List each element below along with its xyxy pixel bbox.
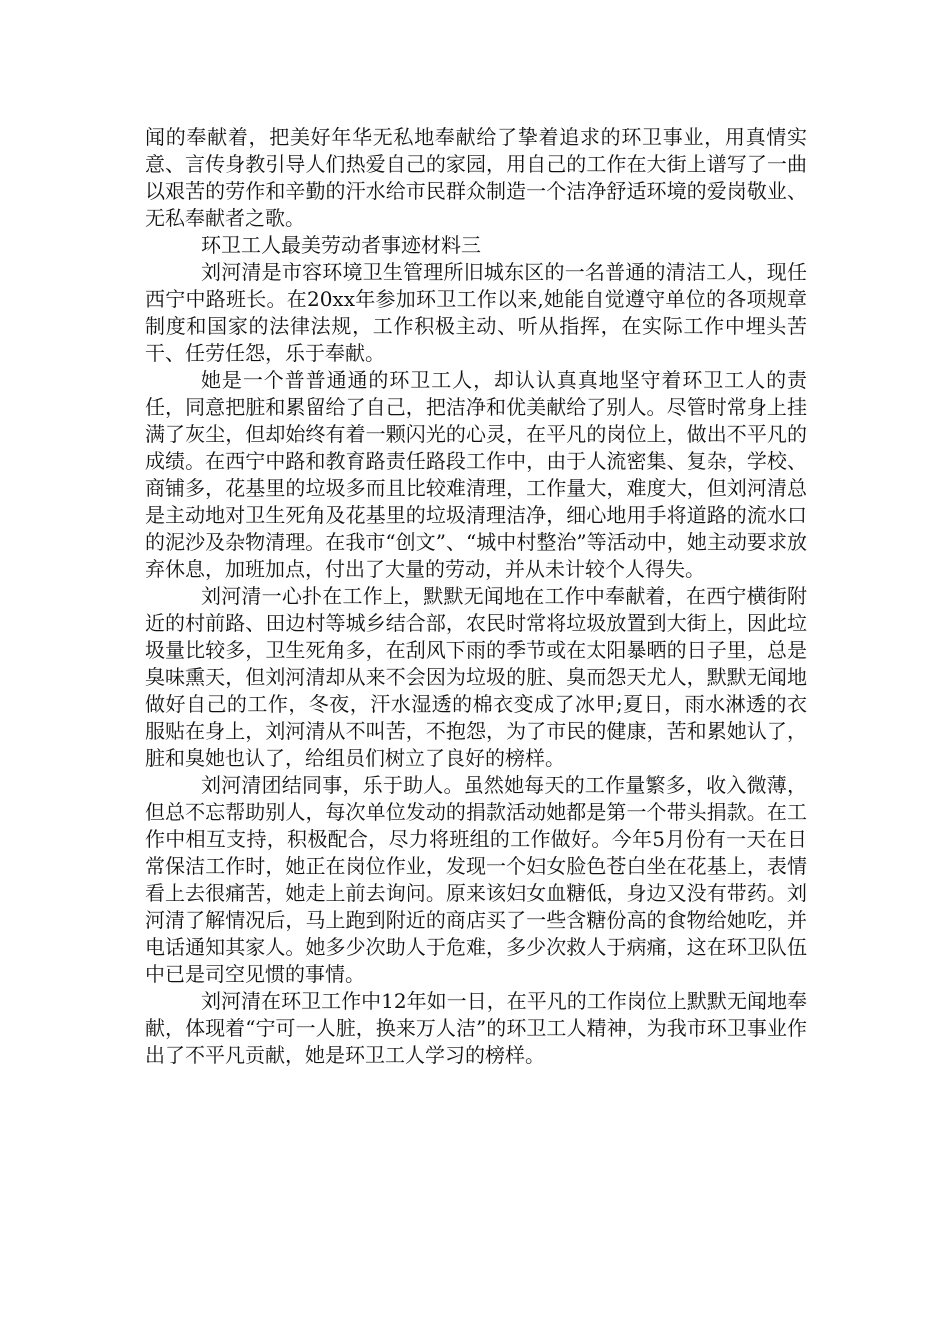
section-heading: 环卫工人最美劳动者事迹材料三 bbox=[201, 233, 481, 257]
paragraph-continuation: 闻的奉献着，把美好年华无私地奉献给了挚着追求的环卫事业，用真情实意、言传身教引导人们热爱自己的家园，用自己的工作在大街上谱写了一曲以艰苦的劳作和辛勤的汗水给市民群众制造一个洁净舒适环境的爱岗敬业、无私奉献者之歌。 bbox=[145, 125, 807, 230]
paragraph-dedication: 刘河清一心扑在工作上，默默无闻地在工作中奉献着，在西宁横街附近的村前路、田边村等城乡结合部，农民时常将垃圾放置到大街上，因此垃圾量比较多，卫生死角多，在刮风下雨的季节或在太阳暴晒的日子里，总是臭味熏天，但刘河清却从来不会因为垃圾的脏、臭而怨天尤人，默默无闻地做好自己的工作，冬夜，汗水湿透的棉衣变成了冰甲;夏日，雨水淋透的衣服贴在身上，刘河清从不叫苦，不抱怨，为了市民的健康，苦和累她认了，脏和臭她也认了，给组员们树立了良好的榜样。 bbox=[145, 584, 807, 770]
document-body bbox=[145, 124, 807, 1069]
paragraph-intro: 刘河清是市容环境卫生管理所旧城东区的一名普通的清洁工人，现任西宁中路班长。在20xx年参加环卫工作以来,她能自觉遵守单位的各项规章制度和国家的法律法规，工作积极主动、听从指挥，在实际工作中埋头苦干、任劳任怨，乐于奉献。 bbox=[145, 260, 807, 365]
paragraph-conclusion: 刘河清在环卫工作中12年如一日，在平凡的工作岗位上默默无闻地奉献，体现着“宁可一人脏，换来万人洁”的环卫工人精神，为我市环卫事业作出了不平凡贡献，她是环卫工人学习的榜样。 bbox=[145, 989, 807, 1067]
paragraph-responsibility: 她是一个普普通通的环卫工人，却认认真真地坚守着环卫工人的责任，同意把脏和累留给了自己，把洁净和优美献给了别人。尽管时常身上挂满了灰尘，但却始终有着一颗闪光的心灵，在平凡的岗位上，做出不平凡的成绩。在西宁中路和教育路责任路段工作中，由于人流密集、复杂，学校、商铺多，花基里的垃圾多而且比较难清理，工作量大，难度大，但刘河清总是主动地对卫生死角及花基里的垃圾清理洁净，细心地用手将道路的流水口的泥沙及杂物清理。在我市“创文”、“城中村整治”等活动中，她主动要求放弃休息，加班加点，付出了大量的劳动，并从未计较个人得失。 bbox=[145, 368, 807, 581]
paragraph-helping-others: 刘河清团结同事，乐于助人。虽然她每天的工作量繁多，收入微薄，但总不忘帮助别人，每次单位发动的捐款活动她都是第一个带头捐款。在工作中相互支持，积极配合，尽力将班组的工作做好。今年5月份有一天在日常保洁工作时，她正在岗位作业，发现一个妇女脸色苍白坐在花基上，表情看上去很痛苦，她走上前去询问。原来该妇女血糖低，身边又没有带药。刘河清了解情况后，马上跑到附近的商店买了一些含糖份高的食物给她吃，并电话通知其家人。她多少次助人于危难，多少次救人于病痛，这在环卫队伍中已是司空见惯的事情。 bbox=[145, 773, 807, 986]
